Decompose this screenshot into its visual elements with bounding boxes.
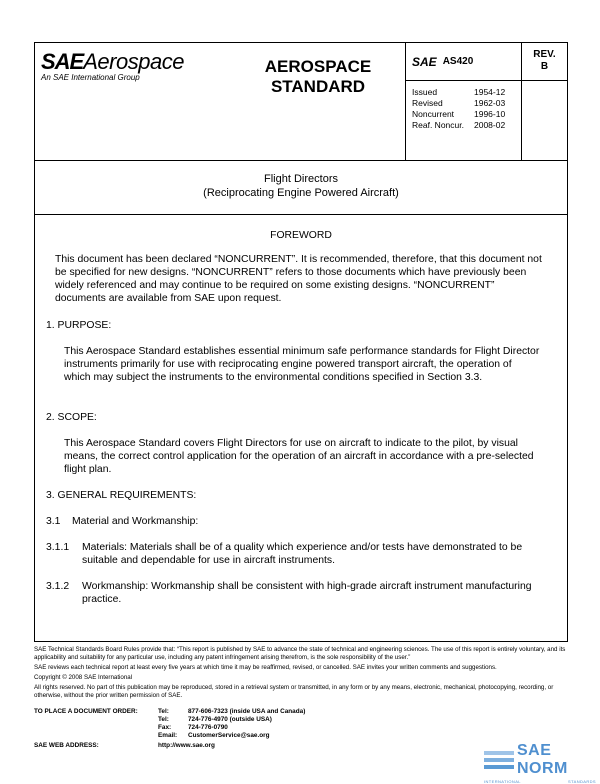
order-contacts [34, 708, 434, 740]
title-line2: (Reciprocating Engine Powered Aircraft) [203, 187, 399, 199]
contact-row [34, 708, 434, 716]
logo-cell [35, 43, 231, 161]
document-title [35, 161, 567, 215]
contact-row [34, 716, 434, 724]
header-row [35, 43, 567, 161]
scope-paragraph: This Aerospace Standard covers Flight Directors for use on aircraft to indicate to the pilot, by visual means, the correct control application for the operation of an aircraft in accordance with a pre-selected flight plan. [64, 438, 534, 475]
section-3-1-2-number: 3.1.2 [46, 581, 70, 592]
section-3-1-2-paragraph: Workmanship: Workmanship shall be consistent with high-grade aircraft instrument manufacturing practice. [82, 581, 532, 605]
web-link[interactable]: http://www.sae.org [158, 742, 215, 749]
section-3-1-1-number: 3.1.1 [46, 542, 70, 553]
date-table [406, 81, 521, 131]
date-value: 1962-03 [474, 98, 506, 108]
scope-heading: 2. SCOPE: [46, 412, 97, 423]
contact-label: Tel: [158, 716, 169, 723]
document-frame [34, 42, 568, 642]
contact-value: 724-776-0790 [188, 724, 228, 731]
standard-line1: AEROSPACE [264, 57, 372, 76]
logo-aerospace: Aerospace [83, 49, 184, 74]
revision-label: REV. [533, 49, 556, 60]
contact-value[interactable]: CustomerService@sae.org [188, 732, 270, 739]
date-row [412, 98, 521, 109]
sae-norm-logo [484, 742, 600, 784]
standard-line2: STANDARD [270, 77, 366, 96]
date-value: 2008-02 [474, 120, 506, 130]
document-number-cell [405, 43, 522, 161]
date-label: Revised [412, 98, 443, 108]
date-row [412, 87, 521, 98]
footer [34, 646, 568, 749]
section-3-1-1-paragraph: Materials: Materials shall be of a quality which experience and/or tests have demonstrated to be suitable and dependable for use in aircraft instruments. [82, 542, 523, 566]
contact-row [34, 724, 434, 732]
contact-row [34, 732, 434, 740]
document-body [35, 215, 567, 605]
footer-copyright: Copyright © 2008 SAE International [34, 674, 133, 681]
date-row [412, 109, 521, 120]
sae-aerospace-logo [41, 49, 184, 82]
contact-label: Tel: [158, 708, 169, 715]
contact-label: Fax: [158, 724, 172, 731]
general-requirements-heading: 3. GENERAL REQUIREMENTS: [46, 490, 197, 501]
sae-mark-icon: SAE [412, 54, 437, 69]
title-line1: Flight Directors [264, 173, 338, 185]
purpose-heading: 1. PURPOSE: [46, 320, 112, 331]
revision-value: B [540, 61, 549, 72]
date-value: 1996-10 [474, 109, 506, 119]
document-number: AS420 [442, 56, 474, 67]
section-3-1-heading: 3.1 Material and Workmanship: [46, 516, 199, 527]
footer-rights: All rights reserved. No part of this publication may be reproduced, stored in a retrieval system or transmitted, in any form or by any means, electronic, mechanical, photocopying, recording, or otherwise, without the prior written permission of SAE. [34, 684, 554, 699]
contact-value: 877-606-7323 (inside USA and Canada) [188, 708, 306, 715]
purpose-paragraph: This Aerospace Standard establishes essential minimum safe performance standards for Flight Director instruments primarily for use with reciprocating engine powered transport aircraft, the operation of which may subject the instruments to the environmental conditions specified in Section 3.3. [64, 346, 540, 383]
order-label: TO PLACE A DOCUMENT ORDER: [34, 708, 138, 715]
sae-norm-right: STANDARDS [568, 779, 596, 784]
foreword-paragraph: This document has been declared “NONCURRENT”. It is recommended, therefore, that this document not be specified for new designs. “NONCURRENT” refers to those documents which have previously been widely referenced and may continue to be required on some existing designs. “NONCURRENT” documents are available from SAE upon request. [55, 254, 542, 304]
standard-type [231, 43, 405, 97]
sae-norm-text: SAE NORM [517, 742, 568, 777]
contact-label: Email: [158, 732, 178, 739]
document-number-box [406, 43, 521, 81]
date-row [412, 120, 521, 131]
date-value: 1954-12 [474, 87, 506, 97]
sae-norm-left: INTERNATIONAL [484, 779, 521, 784]
footer-review: SAE reviews each technical report at least every five years at which time it may be reaffirmed, revised, or cancelled. SAE invites your written comments and suggestions. [34, 664, 497, 671]
web-address-row [34, 742, 215, 750]
web-label: SAE WEB ADDRESS: [34, 742, 99, 749]
contact-value: 724-776-4970 (outside USA) [188, 716, 272, 723]
logo-sae: SAE [41, 49, 84, 74]
footer-rules: SAE Technical Standards Board Rules provide that: “This report is published by SAE to advance the state of technical and engineering sciences. The use of this report is entirely voluntary, and its applicability and suitability for any particular use, including any patent infringement arising therefrom, is the sole responsibility of the user.” [34, 646, 566, 661]
logo-subtitle: An SAE International Group [41, 73, 140, 82]
revision-cell [522, 43, 567, 81]
foreword-heading: FOREWORD [270, 230, 332, 241]
date-label: Noncurrent [412, 109, 455, 119]
date-label: Issued [412, 87, 438, 97]
standard-type-cell [231, 43, 405, 161]
sae-norm-icon [484, 749, 514, 771]
date-label: Reaf. Noncur. [412, 120, 464, 130]
